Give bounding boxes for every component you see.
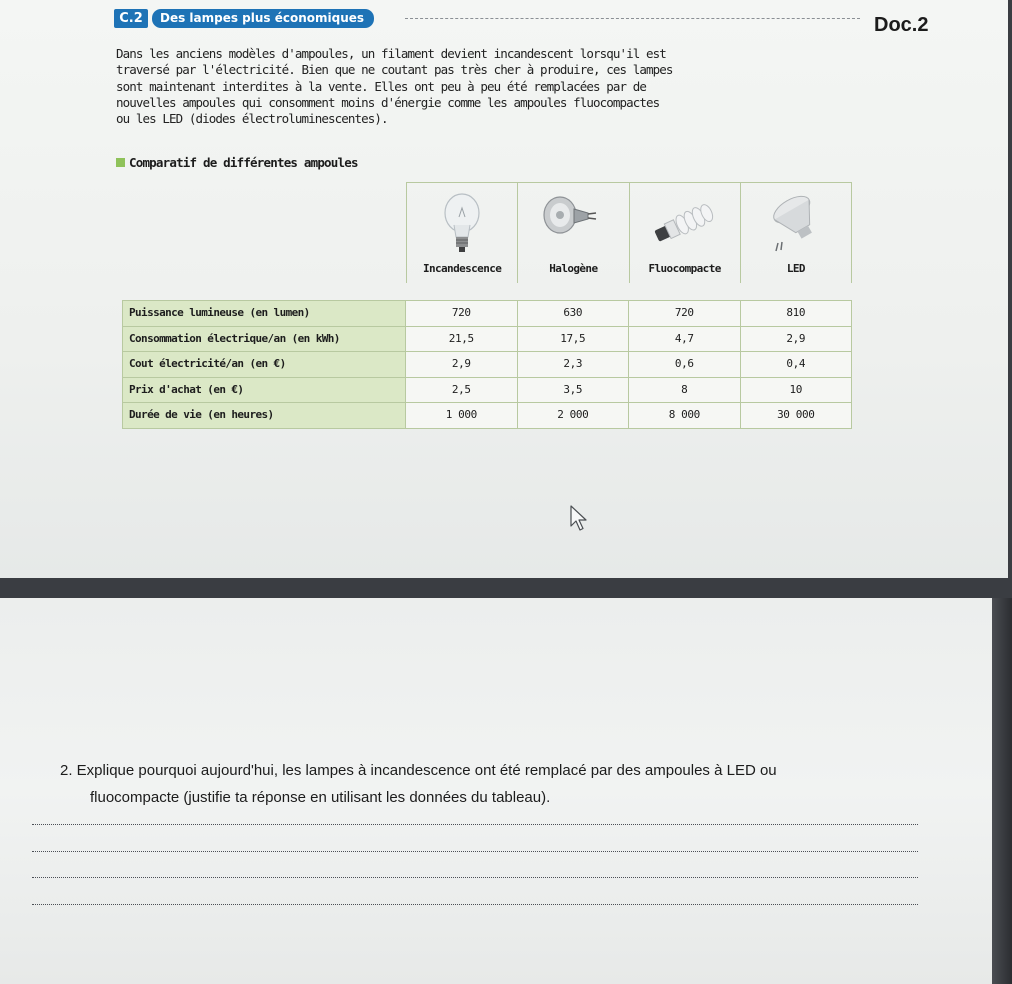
table-cell: 21,5: [406, 327, 518, 352]
table-cell: 2,5: [406, 378, 518, 403]
table-cell: 2,3: [518, 352, 630, 377]
table-cell: 4,7: [629, 327, 741, 352]
answer-line[interactable]: [32, 851, 918, 852]
table-cell: 2,9: [406, 352, 518, 377]
table-row: [123, 403, 851, 428]
table-row: [123, 378, 851, 404]
column-incandescence: [407, 183, 518, 283]
table-cell: 17,5: [518, 327, 630, 352]
page-edge-shadow: [992, 598, 1012, 984]
compact-fluorescent-bulb-icon: [645, 191, 725, 251]
table-cell: 810: [741, 301, 852, 326]
table-section-title: [116, 155, 358, 170]
mouse-pointer-icon: [570, 505, 588, 531]
table-cell: 2 000: [518, 403, 630, 428]
column-halogene: [518, 183, 629, 283]
column-header-incandescence: Incandescence: [422, 262, 502, 275]
intro-paragraph: Dans les anciens modèles d'ampoules, un filament devient incandescent lorsqu'il est traversé par l'électricité. Bien que ne coutant pas très cher à produire, ces lampes sont maintenant interdites à la vente. Elles ont peu à peu été remplacées par de nouvelles ampoules qui consomment moins d'énergie comme les ampoules fluocompactes ou les LED (diodes électroluminescentes).: [116, 46, 673, 127]
row-label: Prix d'achat (en €): [123, 378, 406, 403]
answer-line[interactable]: [32, 824, 918, 825]
table-cell: 630: [518, 301, 630, 326]
column-fluocompacte: [630, 183, 741, 283]
comparison-table: [122, 182, 850, 428]
table-cell: 720: [406, 301, 518, 326]
table-cell: 720: [629, 301, 741, 326]
section-title-badge: Des lampes plus économiques: [152, 9, 374, 28]
halogen-bulb-icon: [540, 191, 606, 251]
led-spot-bulb-icon: [766, 191, 826, 255]
table-body: [122, 300, 852, 429]
table-cell: 0,6: [629, 352, 741, 377]
question-line-1: 2. Explique pourquoi aujourd'hui, les lampes à incandescence ont été remplacé par des ampoules à LED ou: [60, 762, 777, 779]
table-cell: 1 000: [406, 403, 518, 428]
table-cell: 30 000: [741, 403, 852, 428]
answer-line[interactable]: [32, 904, 918, 905]
header-dashed-rule: [405, 18, 860, 19]
table-cell: 10: [741, 378, 852, 403]
question-line-2: fluocompacte (justifie ta réponse en utilisant les données du tableau).: [90, 789, 551, 806]
table-row: [123, 352, 851, 378]
table-cell: 2,9: [741, 327, 852, 352]
column-led: [741, 183, 851, 283]
section-title-text: Comparatif de différentes ampoules: [129, 155, 358, 170]
question-2: [60, 757, 910, 811]
table-cell: 8 000: [629, 403, 741, 428]
row-label: Cout électricité/an (en €): [123, 352, 406, 377]
row-label: Puissance lumineuse (en lumen): [123, 301, 406, 326]
column-header-fluocompacte: Fluocompacte: [648, 262, 721, 275]
row-label: Consommation électrique/an (en kWh): [123, 327, 406, 352]
column-header-led: LED: [786, 262, 805, 275]
table-row: [123, 301, 851, 327]
row-label: Durée de vie (en heures): [123, 403, 406, 428]
section-square-icon: [116, 158, 125, 167]
table-cell: 0,4: [741, 352, 852, 377]
section-number-badge: C.2: [114, 9, 148, 28]
doc-label: Doc.2: [874, 14, 929, 36]
table-header-row: [406, 182, 852, 283]
incandescent-bulb-icon: [440, 191, 484, 257]
table-cell: 3,5: [518, 378, 630, 403]
column-header-halogene: Halogène: [549, 262, 598, 275]
answer-line[interactable]: [32, 877, 918, 878]
table-row: [123, 327, 851, 353]
table-cell: 8: [629, 378, 741, 403]
